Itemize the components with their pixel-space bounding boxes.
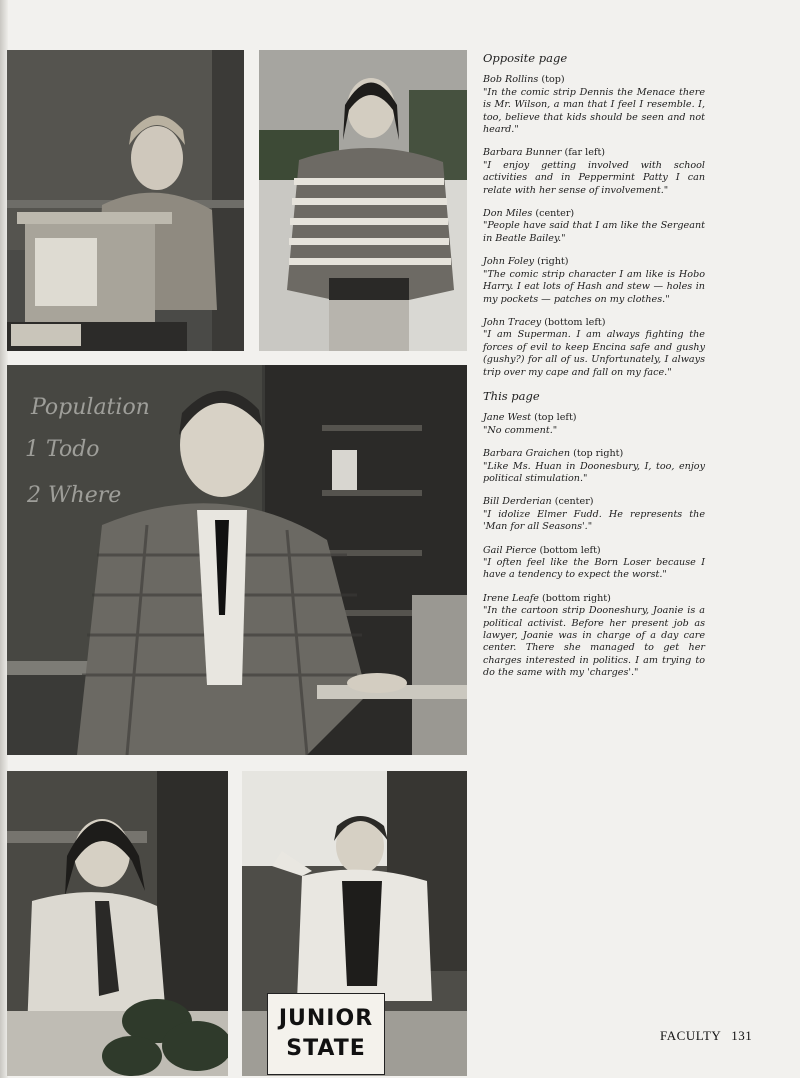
- photo-position: (center): [535, 208, 575, 220]
- chalkboard-text-line1: Population: [31, 395, 150, 420]
- caption-entry: [483, 496, 705, 533]
- person-quote: "In the cartoon strip Dooneshury, Joanie is a political activist. Before her present job as lawyer, Joanie was in charge of a day care center. There she managed to get her charges interested in politics. I am trying to do the same with my 'charges'.": [483, 605, 705, 679]
- caption-entry: [483, 147, 705, 197]
- photo-bill-derderian: [7, 365, 467, 755]
- sign-line-2: STATE: [286, 1036, 366, 1061]
- photo-position: (right): [537, 256, 569, 268]
- this-page-heading: This page: [483, 388, 540, 403]
- person-name: John Foley: [483, 256, 535, 268]
- chalkboard-text-line3: 2 Where: [27, 483, 122, 508]
- photo-position: (center): [554, 496, 594, 508]
- caption-entry: [483, 593, 705, 680]
- person-quote: "Like Ms. Huan in Doonesbury, I, too, enjoy political stimulation.": [483, 460, 705, 484]
- person-name: Irene Leafe: [483, 592, 539, 604]
- person-quote: "I often feel like the Born Loser because I have a tendency to expect the worst.": [483, 557, 705, 581]
- caption-entry: [483, 74, 705, 136]
- photo-position: (bottom left): [539, 544, 601, 556]
- caption-entry: [483, 256, 705, 306]
- photo-barbara-graichen: [259, 50, 467, 351]
- caption-entry: [483, 448, 705, 485]
- person-name: Gail Pierce: [483, 544, 537, 556]
- person-name: Bill Derderian: [483, 496, 552, 508]
- person-quote: "No comment.": [483, 424, 558, 436]
- person-quote: "The comic strip character I am like is Hobo Harry. I eat lots of Hash and stew — holes in my pockets — patches on my clothes.": [483, 268, 705, 305]
- photo-position: (top): [541, 74, 565, 86]
- person-quote: "I idolize Elmer Fudd. He represents the 'Man for all Seasons'.": [483, 508, 705, 533]
- caption-column: [483, 52, 705, 691]
- junior-state-sign: [267, 993, 385, 1075]
- person-name: Jane West: [483, 412, 532, 424]
- photo-position: (bottom left): [544, 316, 606, 328]
- opposite-page-heading: Opposite page: [483, 51, 568, 65]
- person-name: Don Miles: [483, 208, 533, 220]
- person-quote: "I enjoy getting involved with school activities and in Peppermint Patty I can relate with her sense of involvement.": [483, 159, 705, 196]
- photo-jane-west: [7, 50, 244, 351]
- person-name: John Tracey: [483, 316, 542, 328]
- person-quote: "I am Superman. I am always fighting the forces of evil to keep Encina safe and gushy (gushy?) for all of us. Unfortunately, I always trip over my cape and fall on my face.": [483, 329, 705, 378]
- photo-position: (top right): [573, 448, 624, 460]
- person-name: Barbara Bunner: [483, 147, 562, 159]
- photo-gail-pierce: [7, 771, 228, 1076]
- section-label: FACULTY: [660, 1028, 722, 1043]
- person-quote: "People have said that I am like the Sergeant in Beatle Bailey.": [483, 220, 705, 244]
- caption-entry: [483, 545, 705, 582]
- person-quote: "In the comic strip Dennis the Menace there is Mr. Wilson, a man that I feel I resemble. I, too, believe that kids should be seen and not heard.": [483, 86, 705, 136]
- caption-entry: [483, 208, 705, 245]
- photo-position: (far left): [564, 147, 606, 159]
- person-name: Bob Rollins: [483, 74, 539, 86]
- chalkboard-text-line2: 1 Todo: [25, 437, 100, 462]
- sign-line-1: JUNIOR: [278, 1006, 374, 1031]
- photo-position: (bottom right): [542, 592, 611, 604]
- caption-entry: [483, 412, 705, 437]
- person-name: Barbara Graichen: [483, 448, 571, 460]
- page-number: 131: [731, 1028, 753, 1043]
- page-footer: [660, 1028, 752, 1044]
- photo-position: (top left): [534, 412, 577, 424]
- caption-entry: [483, 317, 705, 379]
